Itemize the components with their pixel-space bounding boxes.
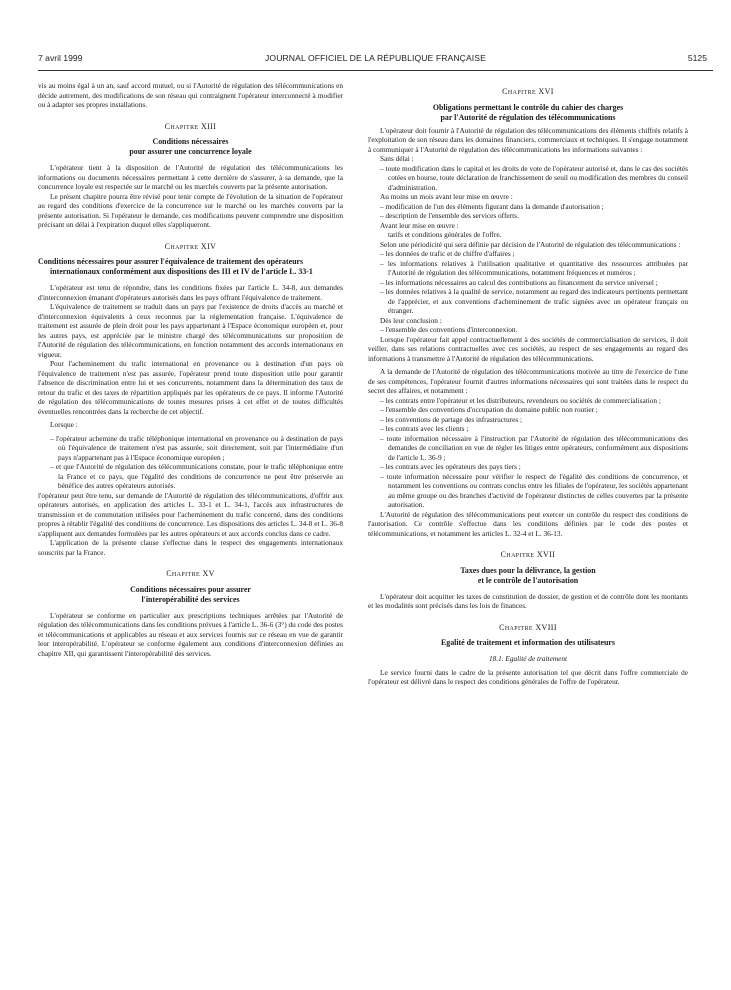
list-item: – toute information nécessaire pour vérifier le respect de l'égalité des conditions de concurrence, et notamment les conventions ou contrats conclus entre les filiales de l'opérateur, les sociétés appartenant au même groupe ou des branches d'activité de l'opérateur distinctes de celles couvertes par la présente autorisation. <box>380 471 688 509</box>
chapter-title-line: Obligations permettant le contrôle du cahier des charges <box>432 102 624 112</box>
list-item: – les contrats avec les clients ; <box>380 424 469 433</box>
list-item: – et que l'Autorité de régulation des télécommunications constate, pour le trafic téléphonique entre la France et ce pays, que l'égalité des conditions de concurrence ne peut être préservée au bénéfice des autres opérateurs autorisés. <box>50 462 343 490</box>
paragraph: L'application de la présente clause s'effectue dans le respect des engagements internationaux souscrits par la France. <box>38 538 343 557</box>
right-column <box>368 81 688 687</box>
paragraph: L'opérateur est tenu de répondre, dans les conditions fixées par l'article L. 34-8, aux demandes d'interconnexion émanant d'opérateurs autorisés dans les pays offrant l'équivalence de traitement. <box>38 283 343 302</box>
paragraph: Le service fourni dans le cadre de la présente autorisation tel que décrit dans l'offre commerciale de l'opérateur est délivré dans le respect des conditions générales de l'offre de l'opérateur. <box>368 667 688 686</box>
chapter-title-line: et le contrôle de l'autorisation <box>477 575 579 585</box>
chapter-title: Conditions nécessaires pour assurer l'équivalence de traitement des opérateurs internationaux conformément aux dispositions des III et IV de l'article L. 33-1 <box>38 257 313 276</box>
paragraph: Au moins un mois avant leur mise en œuvre : <box>380 192 513 201</box>
paragraph: Dès leur conclusion : <box>380 315 442 325</box>
chapter-label: Chapitre XVII <box>500 550 556 559</box>
chapter-title: Egalité de traitement et information des utilisateurs <box>440 638 615 647</box>
list-item: – modification de l'un des éléments figurant dans la demande d'autorisation ; <box>380 201 604 211</box>
page-header <box>38 53 713 67</box>
paragraph: A la demande de l'Autorité de régulation des télécommunications motivée au titre de l'exercice de l'une de ses compétences, l'opérateur fournit d'autres informations nécessaires qui sont traitées dans le respect du secret des affaires, et notamment : <box>368 367 688 395</box>
list-item: – les informations relatives à l'utilisation qualitative et quantitative des ressources attribuées par l'Autorité de régulation des télécommunications, notamment fréquences et numéros ; <box>380 258 688 277</box>
chapter-label: Chapitre XV <box>166 569 215 578</box>
paragraph: l'opérateur peut être tenu, sur demande de l'Autorité de régulation des télécommunications, d'offrir aux opérateurs autorisés, en application des articles L. 33-1 et L. 34-1, l'accès aux infrastructures de transmission et de commutation utilisées pour l'acheminement du trafic concerné, dans des conditions propres à rétablir l'égalité des conditions de concurrence. Les dispositions des articles L. 34-8 et L. 36-8 s'appliquent aux demandes formulées par les autres opérateurs et aux accords conclus dans ce cadre. <box>38 490 343 538</box>
list-item: – les données de trafic et de chiffre d'affaires ; <box>380 249 515 258</box>
paragraph: Lorsque l'opérateur fait appel contractuellement à des sociétés de commercialisation de services, il doit veiller, dans ses relations contractuelles avec ces sociétés, au respect de ses engagements au regard des informations à transmettre à l'Autorité de régulation des télécommunications. <box>368 334 688 363</box>
list-item: tarifs et conditions générales de l'offre. <box>388 230 502 239</box>
chapter-title <box>38 137 343 157</box>
list-item: – les informations nécessaires au calcul des contributions au financement du service universel ; <box>380 277 658 287</box>
chapter-title <box>38 585 343 605</box>
paragraph: Sans délai : <box>380 154 414 163</box>
header-rule <box>38 70 713 71</box>
journal-title: JOURNAL OFFICIEL DE LA RÉPUBLIQUE FRANÇAISE <box>265 53 486 63</box>
chapter-title <box>368 103 688 123</box>
chapter-title-line: l'interopérabilité des services <box>141 594 240 604</box>
list-item: – description de l'ensemble des services offerts. <box>380 211 519 220</box>
paragraph: Lorsque : <box>50 420 78 429</box>
chapter-title-line: pour assurer une concurrence loyale <box>129 147 252 156</box>
chapter-label: Chapitre XVI <box>502 87 554 96</box>
list-item: – les données relatives à la qualité de service, notamment au regard des indicateurs pertinents permettant de l'apprécier, et aux conventions d'acheminement de trafic signées avec un opérateur français ou étranger. <box>380 287 688 315</box>
chapter-title-line: Conditions nécessaires <box>152 137 229 146</box>
paragraph: Avant leur mise en œuvre : <box>380 220 459 230</box>
list-item: – l'ensemble des conventions d'interconnexion. <box>380 325 518 334</box>
paragraph: Selon une périodicité qui sera définie par décision de l'Autorité de régulation des télécommunications : <box>380 239 681 249</box>
list-item: – l'opérateur achemine du trafic téléphonique international en provenance ou à destination de pays où l'équivalence de traitement n'est pas assurée, soit directement, soit par l'intermédiaire d'un pays n'appartenant pas à l'Espace économique européen ; <box>50 433 343 462</box>
list-item: – l'ensemble des conventions d'occupation du domaine public non routier ; <box>380 405 598 414</box>
chapter-label: Chapitre XVIII <box>499 622 557 632</box>
paragraph: L'opérateur se conforme en particulier aux prescriptions techniques arrêtées par l'Autorité de régulation des télécommunications dans les conditions prévues à l'article L. 36-6 (3°) du code des postes et télécommunications et applicables au réseau et aux services fournis sur ce réseau en vue de garantir leur interopérabilité. L'opérateur se conforme également aux conditions d'interconnexion définies au chapitre XII, qui garantissent l'interopérabilité des services. <box>38 610 343 658</box>
list-item: – les contrats avec les opérateurs des pays tiers ; <box>380 462 521 471</box>
chapter-title-line: Conditions nécessaires pour assurer <box>130 584 251 594</box>
list-item: – les conventions de partage des infrastructures ; <box>380 414 523 424</box>
paragraph: Pour l'acheminement du trafic international en provenance ou à destination d'un pays où l'équivalence de traitement n'est pas assurée, l'opérateur prend toute disposition utile pour garantir l'absence de discrimination entre lui et ses concurrents, notamment dans la détermination des taux de retour du trafic et des taxes de répartition appliqués par les opérateurs de ce pays. Il informe l'Autorité de régulation des télécommunications de toutes mesures prises à cet effet et de toutes difficultés éventuelles rencontrées dans la recherche de cet objectif. <box>38 359 343 416</box>
paragraph: Le présent chapitre pourra être révisé pour tenir compte de l'évolution de la situation de l'opérateur au regard des conditions d'exercice de la concurrence sur le marché ou les marchés couverts par la présente autorisation. Si l'opérateur le demande, ces modifications peuvent comprendre une disposition précisant un délai à l'expiration duquel elles s'appliqueront. <box>38 191 343 229</box>
paragraph: L'opérateur tient à la disposition de l'Autorité de régulation des télécommunications les informations ou documents nécessaires permettant à cette dernière de s'assurer, à sa demande, que la concurrence loyale est respectée sur le marché ou les marchés couverts par la présente autorisation. <box>38 163 343 191</box>
chapter-title-line: par l'Autorité de régulation des télécommunications <box>440 112 616 122</box>
paragraph: vis au moins égal à un an, sauf accord mutuel, ou si l'Autorité de régulation des télécommunications en décide autrement, des modifications de son réseau qui contraignent l'opérateur interconnecté à modifier ou à adapter ses propres installations. <box>38 81 343 109</box>
header-date: 7 avril 1999 <box>38 53 83 63</box>
paragraph: L'opérateur doit acquitter les taxes de constitution de dossier, de gestion et de contrôle dont les montants et les modalités sont précisés dans les lois de finances. <box>368 591 688 610</box>
paragraph: L'Autorité de régulation des télécommunications peut exercer un contrôle du respect des conditions de l'autorisation. Ce contrôle s'effectue dans les conditions définies par le code des postes et télécommunications, et notamment les articles L. 32-4 et L. 36-13. <box>368 509 688 538</box>
paragraph: L'opérateur doit fournir à l'Autorité de régulation des télécommunications des éléments chiffrés relatifs à l'exploitation de son réseau dans les domaines financiers, commerciaux et techniques. Il s'engage notamment à communiquer à l'Autorité de régulation des télécommunications les informations suivantes : <box>368 125 688 154</box>
chapter-title-line: Taxes dues pour la délivrance, la gestion <box>460 565 596 575</box>
left-column <box>38 81 343 658</box>
chapter-label: Chapitre XIII <box>164 121 217 131</box>
chapter-label: Chapitre XIV <box>164 241 217 251</box>
list-item: – toute information nécessaire à l'instruction par l'Autorité de régulation des télécommunications des demandes de conciliation en vue de régler les litiges entre opérateurs, conformément aux dispositions de l'article L. 36-9 ; <box>380 433 688 462</box>
page-number: 5125 <box>687 53 707 63</box>
chapter-title <box>368 566 688 586</box>
section-title: 18.1. Egalité de traitement <box>488 654 568 663</box>
paragraph: L'équivalence de traitement se traduit dans un pays par l'existence de droits d'accès au marché et d'interconnexion équivalents à ceux reconnus par la réglementation française. L'équivalence de traitement est assurée de plein droit pour les pays appartenant à l'Espace économique européen et, pour les autres pays, est appréciée par le ministre chargé des télécommunications sur proposition de l'Autorité de régulation des télécommunications, en fonction notamment des accords internationaux en vigueur. <box>38 302 343 359</box>
list-item: – les contrats entre l'opérateur et les distributeurs, revendeurs ou sociétés de commercialisation ; <box>380 395 661 405</box>
list-item: – toute modification dans le capital et les droits de vote de l'opérateur autorisé et, dans le cas des sociétés cotées en bourse, toute déclaration de franchissement de seuil ou modification des membres du conseil d'administration. <box>380 163 688 192</box>
